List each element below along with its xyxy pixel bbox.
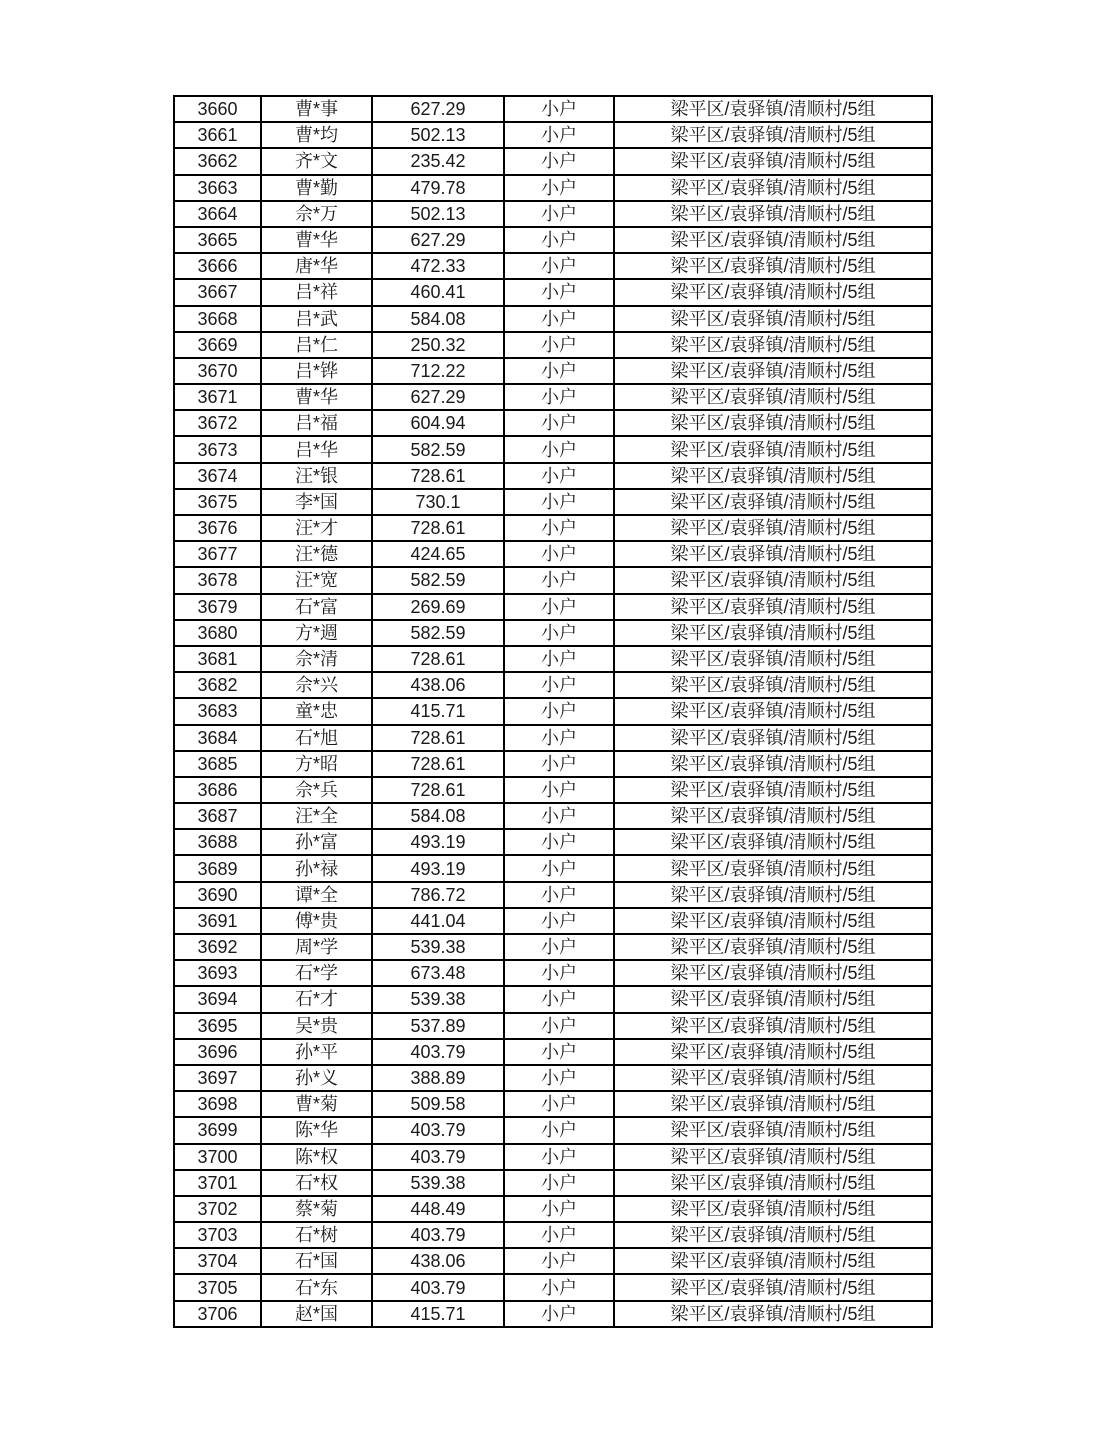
- cell-location: 梁平区/袁驿镇/清顺村/5组: [614, 201, 932, 227]
- cell-name: 傅*贵: [261, 908, 372, 934]
- table-row: [174, 1117, 932, 1143]
- cell-id: 3686: [174, 777, 261, 803]
- cell-location: 梁平区/袁驿镇/清顺村/5组: [614, 148, 932, 174]
- cell-location: 梁平区/袁驿镇/清顺村/5组: [614, 384, 932, 410]
- cell-household-type: 小户: [504, 882, 614, 908]
- cell-amount: 584.08: [372, 803, 504, 829]
- cell-id: 3704: [174, 1248, 261, 1274]
- cell-household-type: 小户: [504, 829, 614, 855]
- cell-id: 3692: [174, 934, 261, 960]
- cell-amount: 627.29: [372, 96, 504, 122]
- cell-name: 周*学: [261, 934, 372, 960]
- cell-amount: 539.38: [372, 1170, 504, 1196]
- cell-household-type: 小户: [504, 1170, 614, 1196]
- cell-amount: 403.79: [372, 1039, 504, 1065]
- cell-location: 梁平区/袁驿镇/清顺村/5组: [614, 960, 932, 986]
- table-row: [174, 1301, 932, 1327]
- cell-id: 3697: [174, 1065, 261, 1091]
- cell-amount: 502.13: [372, 122, 504, 148]
- cell-location: 梁平区/袁驿镇/清顺村/5组: [614, 1065, 932, 1091]
- cell-name: 吕*武: [261, 306, 372, 332]
- cell-id: 3668: [174, 306, 261, 332]
- cell-name: 吕*福: [261, 410, 372, 436]
- cell-name: 孙*平: [261, 1039, 372, 1065]
- cell-id: 3700: [174, 1144, 261, 1170]
- cell-location: 梁平区/袁驿镇/清顺村/5组: [614, 1091, 932, 1117]
- cell-name: 曹*菊: [261, 1091, 372, 1117]
- cell-id: 3665: [174, 227, 261, 253]
- cell-name: 石*学: [261, 960, 372, 986]
- cell-name: 谭*全: [261, 882, 372, 908]
- cell-id: 3674: [174, 463, 261, 489]
- table-row: [174, 908, 932, 934]
- cell-name: 石*才: [261, 986, 372, 1012]
- cell-location: 梁平区/袁驿镇/清顺村/5组: [614, 908, 932, 934]
- cell-name: 吕*仁: [261, 332, 372, 358]
- cell-id: 3678: [174, 567, 261, 593]
- cell-household-type: 小户: [504, 646, 614, 672]
- table-row: [174, 279, 932, 305]
- cell-household-type: 小户: [504, 777, 614, 803]
- cell-household-type: 小户: [504, 358, 614, 384]
- cell-id: 3677: [174, 541, 261, 567]
- cell-id: 3660: [174, 96, 261, 122]
- cell-id: 3672: [174, 410, 261, 436]
- table-row: [174, 1222, 932, 1248]
- cell-name: 佘*万: [261, 201, 372, 227]
- cell-household-type: 小户: [504, 803, 614, 829]
- table-row: [174, 1091, 932, 1117]
- table-row: [174, 227, 932, 253]
- cell-household-type: 小户: [504, 227, 614, 253]
- cell-amount: 627.29: [372, 227, 504, 253]
- cell-amount: 403.79: [372, 1222, 504, 1248]
- cell-id: 3671: [174, 384, 261, 410]
- table-row: [174, 358, 932, 384]
- table-row: [174, 594, 932, 620]
- cell-household-type: 小户: [504, 725, 614, 751]
- cell-id: 3705: [174, 1274, 261, 1300]
- cell-amount: 502.13: [372, 201, 504, 227]
- cell-location: 梁平区/袁驿镇/清顺村/5组: [614, 855, 932, 881]
- table-row: [174, 986, 932, 1012]
- cell-id: 3695: [174, 1013, 261, 1039]
- cell-id: 3682: [174, 672, 261, 698]
- cell-name: 方*週: [261, 620, 372, 646]
- cell-name: 石*树: [261, 1222, 372, 1248]
- cell-amount: 388.89: [372, 1065, 504, 1091]
- cell-id: 3673: [174, 436, 261, 462]
- cell-household-type: 小户: [504, 1117, 614, 1143]
- cell-id: 3662: [174, 148, 261, 174]
- cell-household-type: 小户: [504, 410, 614, 436]
- cell-amount: 472.33: [372, 253, 504, 279]
- cell-name: 方*昭: [261, 751, 372, 777]
- cell-location: 梁平区/袁驿镇/清顺村/5组: [614, 1039, 932, 1065]
- cell-household-type: 小户: [504, 1091, 614, 1117]
- cell-location: 梁平区/袁驿镇/清顺村/5组: [614, 436, 932, 462]
- cell-id: 3694: [174, 986, 261, 1012]
- cell-household-type: 小户: [504, 515, 614, 541]
- cell-location: 梁平区/袁驿镇/清顺村/5组: [614, 698, 932, 724]
- cell-amount: 424.65: [372, 541, 504, 567]
- cell-id: 3683: [174, 698, 261, 724]
- table-row: [174, 515, 932, 541]
- cell-id: 3681: [174, 646, 261, 672]
- table-row: [174, 882, 932, 908]
- table-row: [174, 436, 932, 462]
- table-row: [174, 122, 932, 148]
- cell-id: 3689: [174, 855, 261, 881]
- records-table: [173, 95, 933, 1328]
- cell-household-type: 小户: [504, 279, 614, 305]
- cell-location: 梁平区/袁驿镇/清顺村/5组: [614, 594, 932, 620]
- cell-name: 孙*义: [261, 1065, 372, 1091]
- table-row: [174, 410, 932, 436]
- cell-amount: 582.59: [372, 567, 504, 593]
- cell-name: 赵*国: [261, 1301, 372, 1327]
- table-row: [174, 201, 932, 227]
- table-row: [174, 698, 932, 724]
- cell-amount: 493.19: [372, 855, 504, 881]
- cell-name: 齐*文: [261, 148, 372, 174]
- table-row: [174, 829, 932, 855]
- cell-id: 3664: [174, 201, 261, 227]
- cell-location: 梁平区/袁驿镇/清顺村/5组: [614, 96, 932, 122]
- table-row: [174, 672, 932, 698]
- cell-amount: 539.38: [372, 986, 504, 1012]
- table-row: [174, 541, 932, 567]
- cell-household-type: 小户: [504, 594, 614, 620]
- cell-location: 梁平区/袁驿镇/清顺村/5组: [614, 1274, 932, 1300]
- cell-household-type: 小户: [504, 541, 614, 567]
- cell-amount: 582.59: [372, 620, 504, 646]
- cell-household-type: 小户: [504, 855, 614, 881]
- table-row: [174, 1144, 932, 1170]
- cell-location: 梁平区/袁驿镇/清顺村/5组: [614, 725, 932, 751]
- cell-household-type: 小户: [504, 567, 614, 593]
- cell-household-type: 小户: [504, 201, 614, 227]
- cell-amount: 673.48: [372, 960, 504, 986]
- cell-id: 3703: [174, 1222, 261, 1248]
- cell-name: 陈*权: [261, 1144, 372, 1170]
- cell-id: 3679: [174, 594, 261, 620]
- cell-location: 梁平区/袁驿镇/清顺村/5组: [614, 541, 932, 567]
- cell-name: 陈*华: [261, 1117, 372, 1143]
- cell-amount: 250.32: [372, 332, 504, 358]
- cell-household-type: 小户: [504, 253, 614, 279]
- table-row: [174, 1274, 932, 1300]
- cell-name: 吴*贵: [261, 1013, 372, 1039]
- cell-id: 3680: [174, 620, 261, 646]
- cell-household-type: 小户: [504, 436, 614, 462]
- cell-location: 梁平区/袁驿镇/清顺村/5组: [614, 1013, 932, 1039]
- cell-name: 汪*德: [261, 541, 372, 567]
- cell-amount: 448.49: [372, 1196, 504, 1222]
- cell-household-type: 小户: [504, 306, 614, 332]
- cell-location: 梁平区/袁驿镇/清顺村/5组: [614, 620, 932, 646]
- table-row: [174, 384, 932, 410]
- cell-household-type: 小户: [504, 332, 614, 358]
- cell-id: 3688: [174, 829, 261, 855]
- cell-amount: 730.1: [372, 489, 504, 515]
- cell-amount: 479.78: [372, 175, 504, 201]
- cell-amount: 728.61: [372, 515, 504, 541]
- cell-household-type: 小户: [504, 1248, 614, 1274]
- cell-location: 梁平区/袁驿镇/清顺村/5组: [614, 1144, 932, 1170]
- cell-location: 梁平区/袁驿镇/清顺村/5组: [614, 306, 932, 332]
- cell-amount: 627.29: [372, 384, 504, 410]
- table-row: [174, 1039, 932, 1065]
- cell-household-type: 小户: [504, 751, 614, 777]
- cell-amount: 403.79: [372, 1274, 504, 1300]
- cell-name: 唐*华: [261, 253, 372, 279]
- cell-location: 梁平区/袁驿镇/清顺村/5组: [614, 279, 932, 305]
- cell-location: 梁平区/袁驿镇/清顺村/5组: [614, 463, 932, 489]
- table-row: [174, 1248, 932, 1274]
- cell-location: 梁平区/袁驿镇/清顺村/5组: [614, 515, 932, 541]
- cell-id: 3691: [174, 908, 261, 934]
- cell-location: 梁平区/袁驿镇/清顺村/5组: [614, 1248, 932, 1274]
- cell-household-type: 小户: [504, 960, 614, 986]
- cell-name: 汪*才: [261, 515, 372, 541]
- cell-id: 3685: [174, 751, 261, 777]
- cell-name: 曹*华: [261, 227, 372, 253]
- cell-id: 3690: [174, 882, 261, 908]
- table-row: [174, 855, 932, 881]
- cell-id: 3669: [174, 332, 261, 358]
- cell-location: 梁平区/袁驿镇/清顺村/5组: [614, 1222, 932, 1248]
- table-row: [174, 803, 932, 829]
- cell-id: 3701: [174, 1170, 261, 1196]
- cell-name: 汪*宽: [261, 567, 372, 593]
- cell-id: 3663: [174, 175, 261, 201]
- cell-name: 吕*祥: [261, 279, 372, 305]
- cell-amount: 235.42: [372, 148, 504, 174]
- table-row: [174, 253, 932, 279]
- cell-amount: 403.79: [372, 1144, 504, 1170]
- cell-amount: 415.71: [372, 1301, 504, 1327]
- table-row: [174, 960, 932, 986]
- cell-household-type: 小户: [504, 934, 614, 960]
- cell-name: 石*旭: [261, 725, 372, 751]
- cell-household-type: 小户: [504, 489, 614, 515]
- table-row: [174, 777, 932, 803]
- cell-location: 梁平区/袁驿镇/清顺村/5组: [614, 489, 932, 515]
- cell-amount: 712.22: [372, 358, 504, 384]
- cell-location: 梁平区/袁驿镇/清顺村/5组: [614, 1196, 932, 1222]
- cell-amount: 438.06: [372, 1248, 504, 1274]
- cell-household-type: 小户: [504, 96, 614, 122]
- cell-amount: 728.61: [372, 777, 504, 803]
- cell-name: 石*富: [261, 594, 372, 620]
- cell-household-type: 小户: [504, 1144, 614, 1170]
- table-row: [174, 96, 932, 122]
- cell-location: 梁平区/袁驿镇/清顺村/5组: [614, 1301, 932, 1327]
- cell-name: 汪*银: [261, 463, 372, 489]
- cell-household-type: 小户: [504, 175, 614, 201]
- cell-name: 石*东: [261, 1274, 372, 1300]
- cell-name: 汪*全: [261, 803, 372, 829]
- table-row: [174, 725, 932, 751]
- cell-amount: 584.08: [372, 306, 504, 332]
- cell-location: 梁平区/袁驿镇/清顺村/5组: [614, 1170, 932, 1196]
- cell-amount: 438.06: [372, 672, 504, 698]
- cell-household-type: 小户: [504, 148, 614, 174]
- cell-location: 梁平区/袁驿镇/清顺村/5组: [614, 227, 932, 253]
- cell-name: 石*国: [261, 1248, 372, 1274]
- cell-location: 梁平区/袁驿镇/清顺村/5组: [614, 567, 932, 593]
- cell-amount: 582.59: [372, 436, 504, 462]
- cell-location: 梁平区/袁驿镇/清顺村/5组: [614, 122, 932, 148]
- cell-id: 3676: [174, 515, 261, 541]
- cell-name: 曹*勤: [261, 175, 372, 201]
- table-row: [174, 489, 932, 515]
- table-row: [174, 148, 932, 174]
- cell-id: 3684: [174, 725, 261, 751]
- cell-amount: 403.79: [372, 1117, 504, 1143]
- cell-location: 梁平区/袁驿镇/清顺村/5组: [614, 751, 932, 777]
- cell-id: 3666: [174, 253, 261, 279]
- cell-amount: 509.58: [372, 1091, 504, 1117]
- cell-id: 3693: [174, 960, 261, 986]
- cell-name: 佘*兴: [261, 672, 372, 698]
- cell-name: 孙*禄: [261, 855, 372, 881]
- cell-location: 梁平区/袁驿镇/清顺村/5组: [614, 332, 932, 358]
- cell-location: 梁平区/袁驿镇/清顺村/5组: [614, 253, 932, 279]
- cell-location: 梁平区/袁驿镇/清顺村/5组: [614, 934, 932, 960]
- cell-household-type: 小户: [504, 908, 614, 934]
- cell-household-type: 小户: [504, 698, 614, 724]
- cell-location: 梁平区/袁驿镇/清顺村/5组: [614, 986, 932, 1012]
- table-row: [174, 646, 932, 672]
- cell-location: 梁平区/袁驿镇/清顺村/5组: [614, 777, 932, 803]
- cell-name: 佘*兵: [261, 777, 372, 803]
- cell-id: 3667: [174, 279, 261, 305]
- table-row: [174, 751, 932, 777]
- cell-amount: 460.41: [372, 279, 504, 305]
- cell-id: 3706: [174, 1301, 261, 1327]
- cell-household-type: 小户: [504, 1222, 614, 1248]
- table-row: [174, 620, 932, 646]
- cell-name: 佘*清: [261, 646, 372, 672]
- cell-household-type: 小户: [504, 122, 614, 148]
- cell-household-type: 小户: [504, 1274, 614, 1300]
- cell-amount: 728.61: [372, 646, 504, 672]
- cell-location: 梁平区/袁驿镇/清顺村/5组: [614, 672, 932, 698]
- cell-location: 梁平区/袁驿镇/清顺村/5组: [614, 410, 932, 436]
- cell-household-type: 小户: [504, 1196, 614, 1222]
- table-row: [174, 1065, 932, 1091]
- cell-household-type: 小户: [504, 1013, 614, 1039]
- cell-name: 曹*均: [261, 122, 372, 148]
- table-row: [174, 463, 932, 489]
- cell-id: 3702: [174, 1196, 261, 1222]
- cell-amount: 728.61: [372, 725, 504, 751]
- cell-household-type: 小户: [504, 384, 614, 410]
- cell-id: 3675: [174, 489, 261, 515]
- table-row: [174, 567, 932, 593]
- cell-id: 3696: [174, 1039, 261, 1065]
- cell-amount: 441.04: [372, 908, 504, 934]
- cell-amount: 786.72: [372, 882, 504, 908]
- cell-household-type: 小户: [504, 672, 614, 698]
- cell-household-type: 小户: [504, 1065, 614, 1091]
- cell-household-type: 小户: [504, 1039, 614, 1065]
- cell-name: 童*忠: [261, 698, 372, 724]
- cell-id: 3687: [174, 803, 261, 829]
- cell-amount: 539.38: [372, 934, 504, 960]
- cell-name: 孙*富: [261, 829, 372, 855]
- cell-amount: 728.61: [372, 463, 504, 489]
- cell-household-type: 小户: [504, 620, 614, 646]
- cell-location: 梁平区/袁驿镇/清顺村/5组: [614, 646, 932, 672]
- cell-household-type: 小户: [504, 986, 614, 1012]
- cell-location: 梁平区/袁驿镇/清顺村/5组: [614, 882, 932, 908]
- cell-household-type: 小户: [504, 1301, 614, 1327]
- cell-name: 吕*铧: [261, 358, 372, 384]
- table-row: [174, 934, 932, 960]
- cell-name: 石*权: [261, 1170, 372, 1196]
- cell-name: 曹*华: [261, 384, 372, 410]
- table-row: [174, 1196, 932, 1222]
- cell-name: 曹*事: [261, 96, 372, 122]
- cell-location: 梁平区/袁驿镇/清顺村/5组: [614, 1117, 932, 1143]
- cell-name: 吕*华: [261, 436, 372, 462]
- table-body: [174, 96, 932, 1327]
- cell-id: 3661: [174, 122, 261, 148]
- cell-location: 梁平区/袁驿镇/清顺村/5组: [614, 829, 932, 855]
- cell-id: 3699: [174, 1117, 261, 1143]
- cell-amount: 537.89: [372, 1013, 504, 1039]
- cell-name: 李*国: [261, 489, 372, 515]
- cell-name: 蔡*菊: [261, 1196, 372, 1222]
- table-row: [174, 1013, 932, 1039]
- cell-id: 3670: [174, 358, 261, 384]
- cell-location: 梁平区/袁驿镇/清顺村/5组: [614, 175, 932, 201]
- table-row: [174, 175, 932, 201]
- cell-amount: 493.19: [372, 829, 504, 855]
- cell-location: 梁平区/袁驿镇/清顺村/5组: [614, 803, 932, 829]
- cell-amount: 415.71: [372, 698, 504, 724]
- cell-household-type: 小户: [504, 463, 614, 489]
- table-row: [174, 1170, 932, 1196]
- table-row: [174, 306, 932, 332]
- cell-amount: 728.61: [372, 751, 504, 777]
- cell-amount: 604.94: [372, 410, 504, 436]
- cell-amount: 269.69: [372, 594, 504, 620]
- cell-id: 3698: [174, 1091, 261, 1117]
- table-row: [174, 332, 932, 358]
- cell-location: 梁平区/袁驿镇/清顺村/5组: [614, 358, 932, 384]
